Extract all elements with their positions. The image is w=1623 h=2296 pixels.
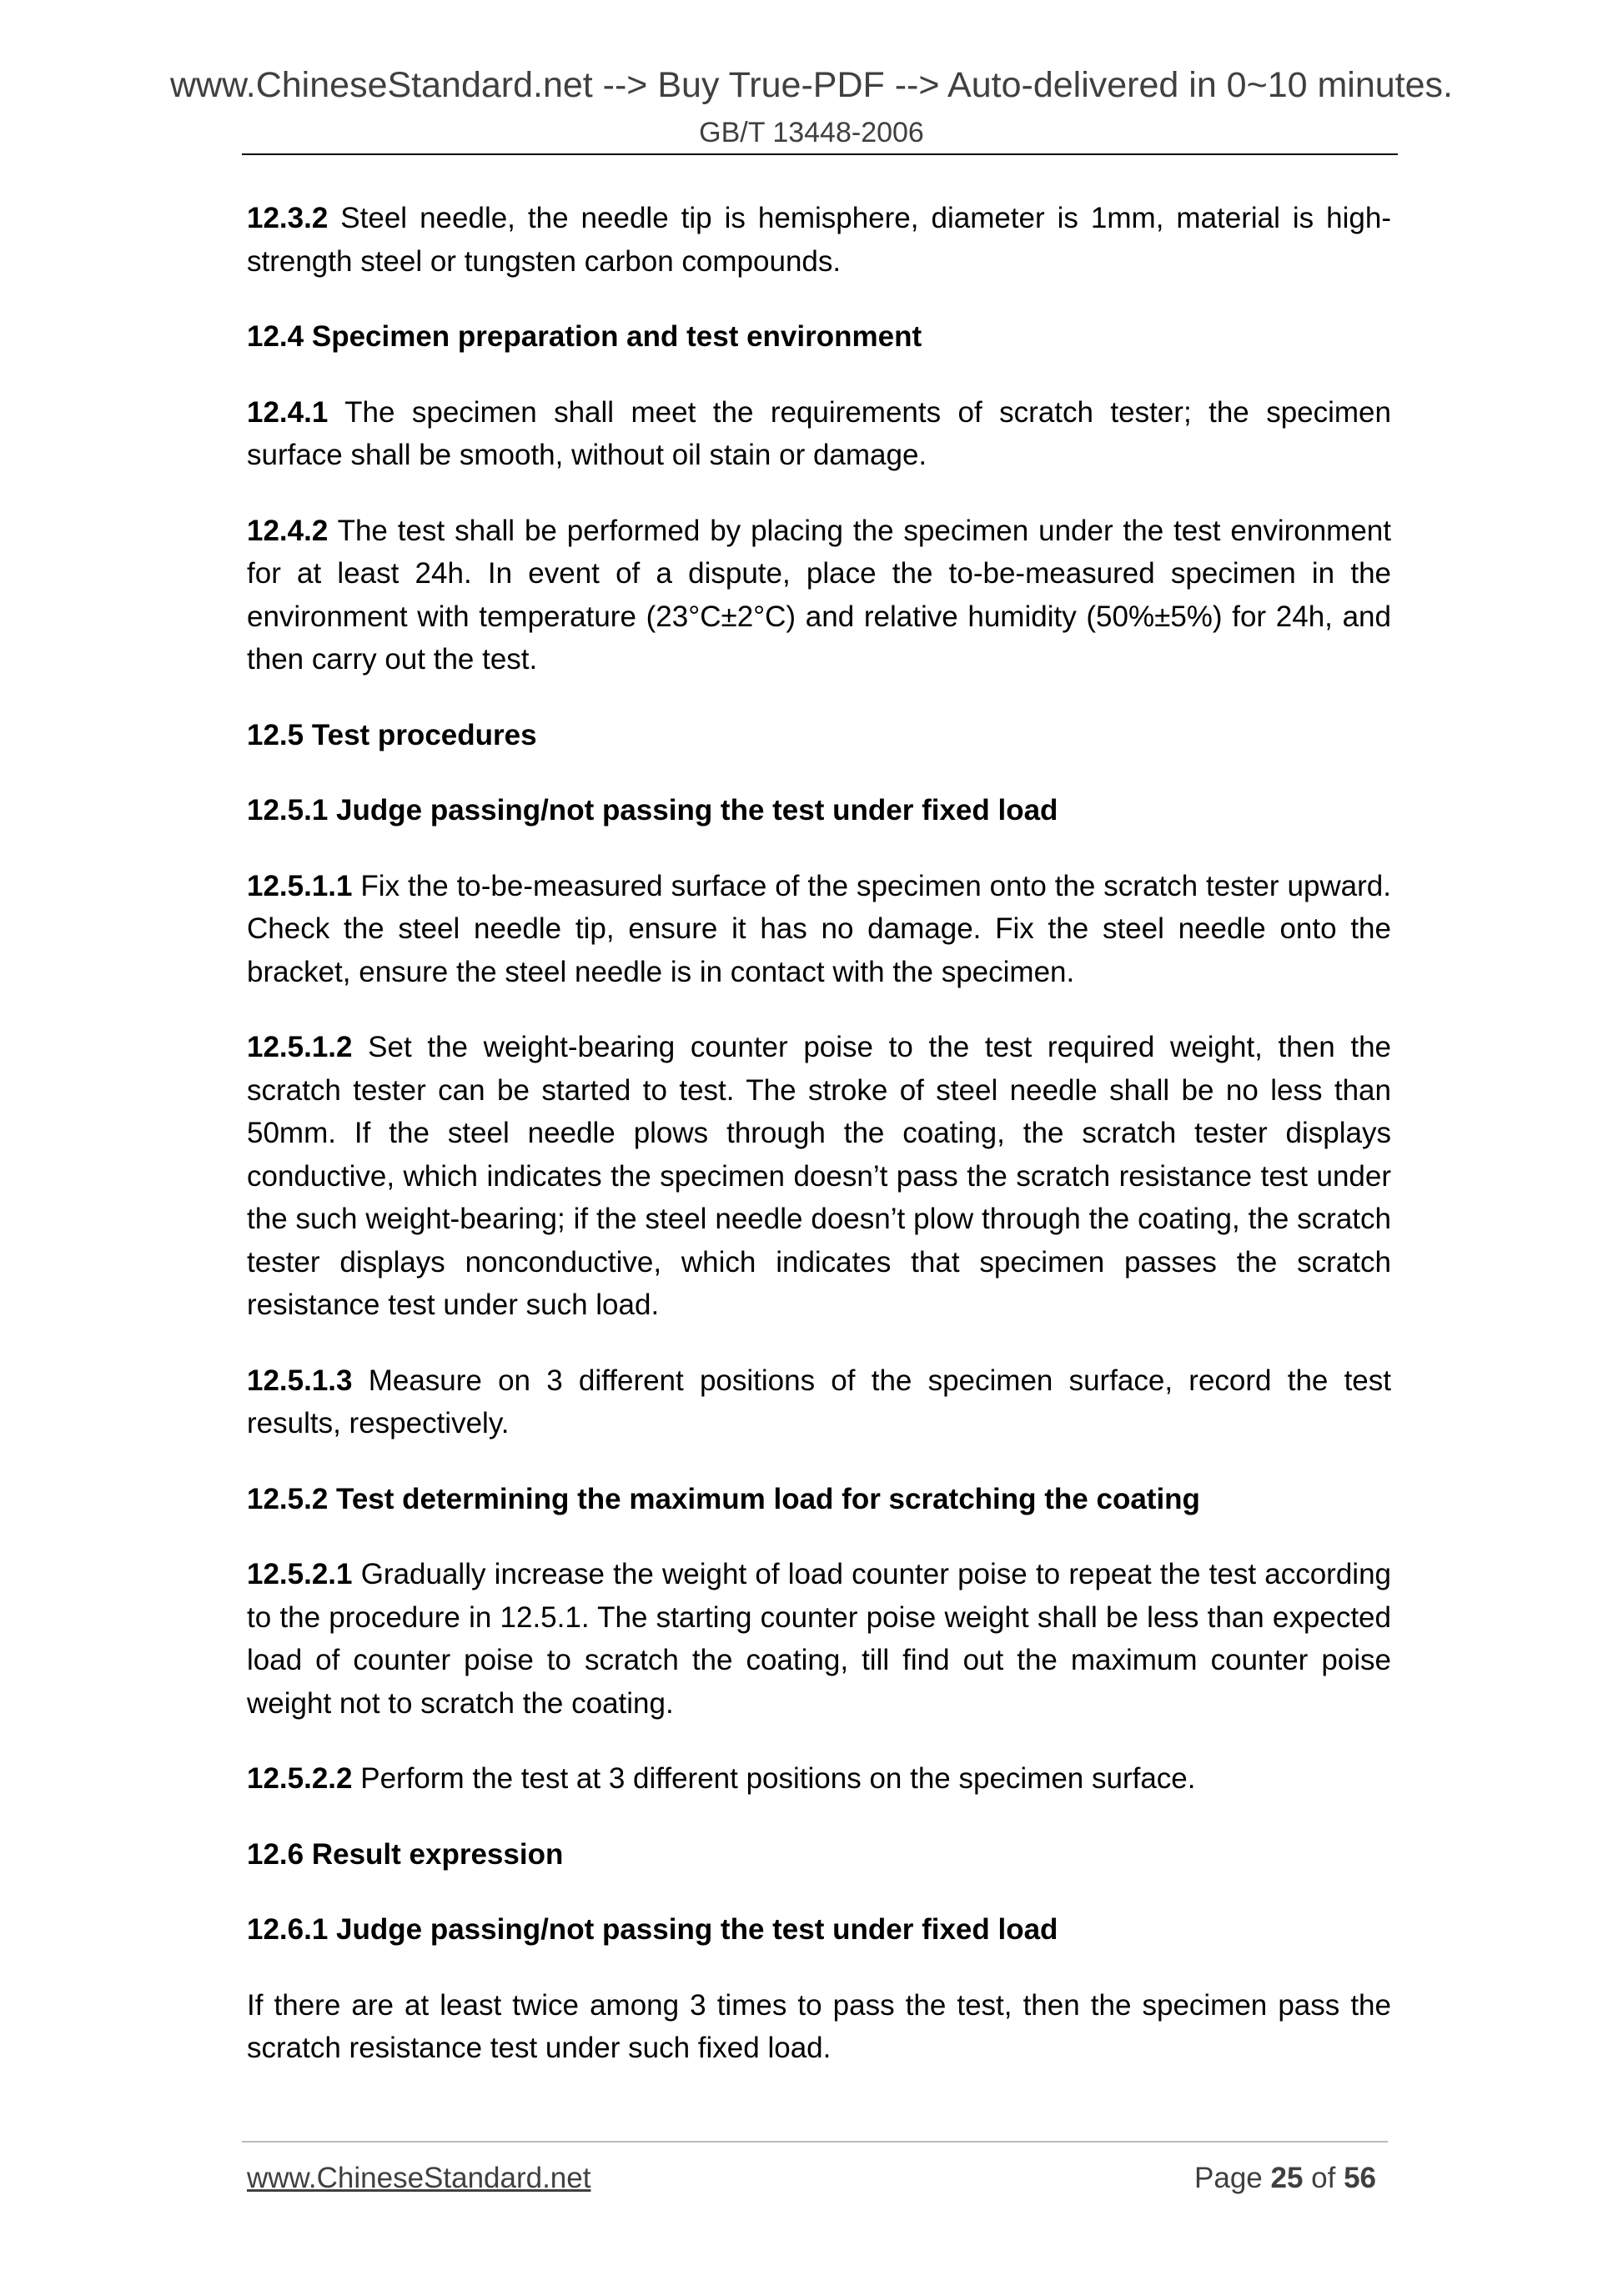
clause-text: The test shall be performed by placing the specimen under the test environment for at least 24h. In event of a dispute, place the to-be-measured specimen in the environment with temperature (23°C±2°C) and relative humidity (50%±5%) for 24h, and then carry out the test.: [247, 514, 1391, 676]
clause-number: 12.5.2.1: [247, 1558, 353, 1590]
clause-12-4-1: [247, 391, 1391, 477]
clause-number: 12.4.2: [247, 514, 329, 547]
page-current: 25: [1270, 2162, 1304, 2194]
clause-text: Perform the test at 3 different positions on the specimen surface.: [352, 1762, 1196, 1795]
page-total: 56: [1344, 2162, 1376, 2194]
heading-12-6: 12.6 Result expression: [247, 1837, 564, 1871]
footer-website-link[interactable]: www.ChineseStandard.net: [247, 2162, 591, 2194]
header-banner: www.ChineseStandard.net --> Buy True-PDF --> Auto-delivered in 0~10 minutes.: [169, 65, 1453, 105]
clause-text: Steel needle, the needle tip is hemisphere, diameter is 1mm, material is high-strength steel or tungsten carbon compounds.: [247, 202, 1391, 278]
clause-number: 12.5.2.2: [247, 1762, 353, 1795]
clause-text: Set the weight-bearing counter poise to the test required weight, then the scratch tester can be started to test. The stroke of steel needle shall be no less than 50mm. If the steel needle plows through the coating, the scratch tester displays conductive, which indicates the specimen doesn’t pass the scratch resistance test under the such weight-bearing; if the steel needle doesn’t plow through the coating, the scratch tester displays nonconductive, which indicates that specimen passes the scratch resistance test under such load.: [247, 1031, 1391, 1321]
clause-text: The specimen shall meet the requirements of scratch tester; the specimen surface shall be smooth, without oil stain or damage.: [247, 395, 1391, 471]
heading-12-6-1: 12.6.1 Judge passing/not passing the test under fixed load: [247, 1913, 1058, 1946]
clause-number: 12.5.1.3: [247, 1364, 353, 1397]
clause-12-5-1-3: [247, 1359, 1391, 1445]
clause-12-4-2: [247, 510, 1391, 681]
page-label: Page: [1194, 2162, 1271, 2194]
heading-12-4: 12.4 Specimen preparation and test environment: [247, 320, 922, 353]
clause-text: Fix the to-be-measured surface of the specimen onto the scratch tester upward. Check the steel needle tip, ensure it has no damage. Fix the steel needle onto the bracket, ensure the steel needle is in contact with the specimen.: [247, 869, 1391, 988]
heading-12-5: 12.5 Test procedures: [247, 718, 537, 751]
clause-number: 12.5.1.1: [247, 869, 353, 902]
document-body: [247, 197, 1391, 2103]
clause-number: 12.3.2: [247, 202, 329, 234]
clause-12-5-2-1: [247, 1553, 1391, 1725]
clause-text: Gradually increase the weight of load counter poise to repeat the test according to the procedure in 12.5.1. The starting counter poise weight shall be less than expected load of counter poise to scratch the coating, till find out the maximum counter poise weight not to scratch the coating.: [247, 1558, 1391, 1720]
heading-12-5-2: 12.5.2 Test determining the maximum load for scratching the coating: [247, 1482, 1200, 1515]
clause-12-3-2: [247, 197, 1391, 283]
clause-12-5-2-2: [247, 1757, 1391, 1801]
result-paragraph: [247, 1984, 1391, 2070]
clause-number: 12.5.1.2: [247, 1031, 353, 1063]
footer-divider: [242, 2141, 1388, 2143]
clause-12-5-1-1: [247, 865, 1391, 994]
header-divider: [242, 153, 1398, 155]
page-indicator: [1194, 2162, 1376, 2195]
clause-number: 12.4.1: [247, 395, 329, 429]
clause-12-5-1-2: [247, 1026, 1391, 1327]
clause-text: Measure on 3 different positions of the specimen surface, record the test results, respectively.: [247, 1364, 1391, 1439]
heading-12-5-1: 12.5.1 Judge passing/not passing the test under fixed load: [247, 794, 1058, 826]
standard-number: GB/T 13448-2006: [699, 117, 924, 148]
page-of-label: of: [1303, 2162, 1344, 2194]
clause-text: If there are at least twice among 3 times to pass the test, then the specimen pass the scratch resistance test under such fixed load.: [247, 1988, 1391, 2064]
